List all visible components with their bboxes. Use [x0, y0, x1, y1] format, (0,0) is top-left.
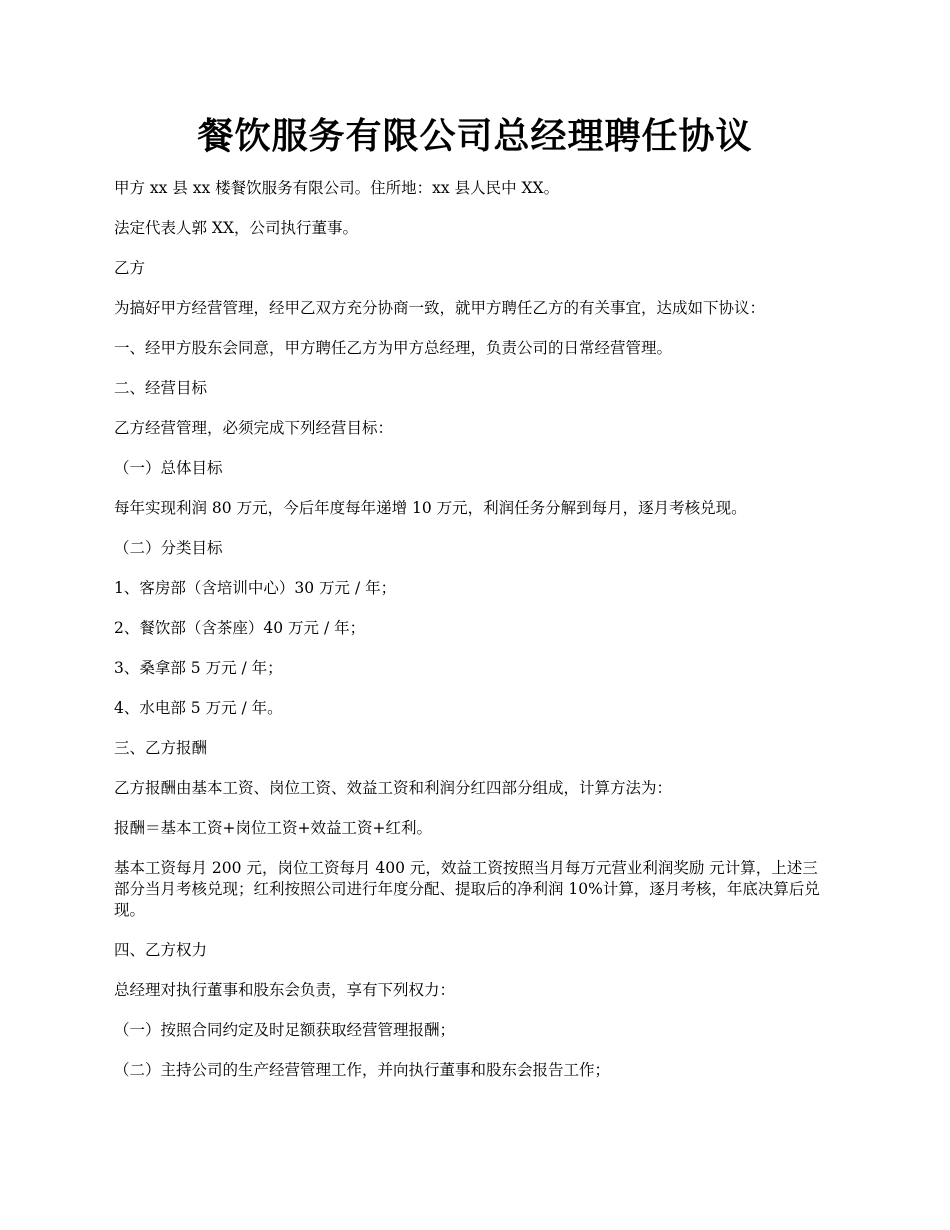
paragraph-goals-intro: 乙方经营管理，必须完成下列经营目标：	[114, 419, 394, 437]
heading-party-b-powers: 四、乙方权力	[114, 941, 208, 959]
paragraph-compensation-details: 基本工资每月 200 元，岗位工资每月 400 元，效益工资按照当月每万元营业利润奖励 元计算，上述三部分当月考核兑现；红利按照公司进行年度分配、提取后的净利润 10%计算，逐月考核，年底决算后兑现。	[114, 859, 820, 919]
paragraph-compensation-intro: 乙方报酬由基本工资、岗位工资、效益工资和利润分红四部分组成，计算方法为：	[114, 779, 673, 797]
list-item-utilities: 4、水电部 5 万元 / 年。	[114, 699, 283, 717]
document-title: 餐饮服务有限公司总经理聘任协议	[197, 115, 753, 157]
paragraph-preamble: 为搞好甲方经营管理，经甲乙双方充分协商一致，就甲方聘任乙方的有关事宜，达成如下协议：	[114, 299, 766, 317]
heading-business-goals: 二、经营目标	[114, 379, 208, 397]
paragraph-clause-1: 一、经甲方股东会同意，甲方聘任乙方为甲方总经理，负责公司的日常经营管理。	[114, 339, 673, 357]
list-item-sauna: 3、桑拿部 5 万元 / 年；	[114, 659, 283, 677]
subheading-overall-goal: （一）总体目标	[114, 459, 223, 477]
subheading-category-goals: （二）分类目标	[114, 539, 223, 557]
paragraph-legal-representative: 法定代表人郭 XX，公司执行董事。	[114, 219, 358, 237]
list-item-power-2: （二）主持公司的生产经营管理工作，并向执行董事和股东会报告工作；	[114, 1061, 611, 1079]
paragraph-party-a: 甲方 xx 县 xx 楼餐饮服务有限公司。住所地：xx 县人民中 XX。	[114, 179, 560, 197]
list-item-rooms: 1、客房部（含培训中心）30 万元 / 年；	[114, 579, 397, 597]
paragraph-party-b: 乙方	[114, 259, 146, 277]
list-item-catering: 2、餐饮部（含茶座）40 万元 / 年；	[114, 619, 366, 637]
list-item-power-1: （一）按照合同约定及时足额获取经营管理报酬；	[114, 1021, 456, 1039]
paragraph-compensation-formula: 报酬＝基本工资+岗位工资+效益工资+红利。	[114, 819, 432, 837]
heading-party-b-compensation: 三、乙方报酬	[114, 739, 208, 757]
document-body	[114, 178, 854, 1100]
paragraph-overall-goal: 每年实现利润 80 万元，今后年度每年递增 10 万元，利润任务分解到每月，逐月考核兑现。	[114, 499, 747, 517]
paragraph-powers-intro: 总经理对执行董事和股东会负责，享有下列权力：	[114, 981, 456, 999]
